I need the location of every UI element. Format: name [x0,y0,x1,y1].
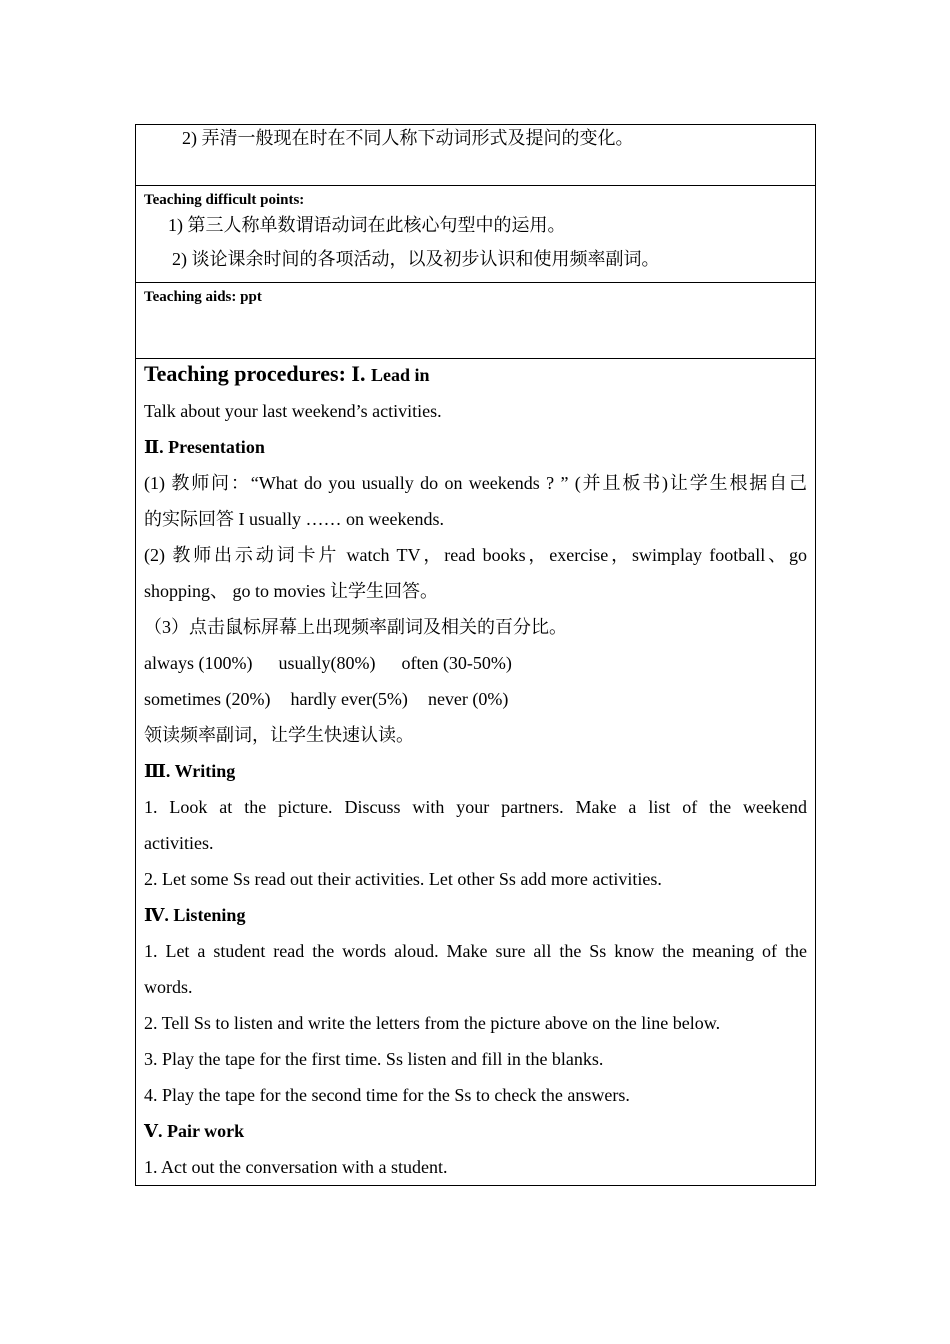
writing-step-2: 2. Let some Ss read out their activities. Let other Ss add more activities. [144,869,662,889]
lesson-plan-table [135,124,816,1186]
writing-step-1b: activities. [144,833,214,853]
presentation-step-2a: (2) 教师出示动词卡片 watch TV，read books，exercise，swimplay football、go [144,545,807,565]
difficult-points-cell [136,186,816,283]
frequency-line-1 [144,645,807,681]
difficult-point-2: 2) 谈论课余时间的各项活动，以及初步认识和使用频率副词。 [172,249,660,269]
presentation-heading: Ⅱ. Presentation [144,437,265,457]
objectives-row [136,125,816,186]
teaching-aids-cell [136,283,816,359]
frequency-line-2 [144,681,807,717]
listening-step-3: 3. Play the tape for the first time. Ss listen and fill in the blanks. [144,1049,604,1069]
difficult-point-1: 1) 第三人称单数谓语动词在此核心句型中的运用。 [168,215,566,235]
presentation-step-1b: 的实际回答 I usually …… on weekends. [144,509,444,529]
listening-step-4: 4. Play the tape for the second time for the Ss to check the answers. [144,1085,630,1105]
procedures-heading [144,356,807,393]
pair-work-heading: Ⅴ. Pair work [144,1121,245,1141]
procedures-row [136,359,816,1186]
listening-step-2: 2. Tell Ss to listen and write the letters from the picture above on the line below. [144,1013,721,1033]
procedures-title: Teaching procedures: [144,361,352,386]
lead-in-text: Talk about your last weekend’s activities. [144,401,442,421]
teaching-aids-row [136,283,816,359]
objective-2: 2) 弄清一般现在时在不同人称下动词形式及提问的变化。 [182,128,634,148]
presentation-step-2b: shopping、 go to movies 让学生回答。 [144,581,439,601]
listening-heading: Ⅳ. Listening [144,905,246,925]
writing-heading: Ⅲ. Writing [144,761,236,781]
objectives-cell [136,125,816,186]
writing-step-1a: 1. Look at the picture. Discuss with your partners. Make a list of the weekend [144,797,807,817]
presentation-step-1a: (1) 教师问：“What do you usually do on weekends ? ” (并且板书)让学生根据自己 [144,473,807,493]
freq-never: never (0%) [427,689,509,709]
difficult-points-row [136,186,816,283]
listening-step-1a: 1. Let a student read the words aloud. Make sure all the Ss know the meaning of the [144,941,807,961]
presentation-step-3: （3）点击鼠标屏幕上出现频率副词及相关的百分比。 [144,617,567,637]
listening-step-1b: words. [144,977,193,997]
freq-always: always (100%) [144,653,253,673]
teaching-aids: Teaching aids: ppt [144,289,262,305]
freq-often: often (30-50%) [401,653,512,673]
pair-work-step-1: 1. Act out the conversation with a student. [144,1157,448,1177]
lead-in-number: I. [351,361,371,386]
difficult-points-title: Teaching difficult points: [144,192,305,208]
freq-usually: usually(80%) [278,653,376,673]
lead-reading: 领读频率副词，让学生快速认读。 [144,725,414,745]
freq-hardly-ever: hardly ever(5%) [290,689,408,709]
freq-sometimes: sometimes (20%) [144,689,271,709]
procedures-cell [136,359,816,1186]
lead-in-label: Lead in [370,365,430,385]
